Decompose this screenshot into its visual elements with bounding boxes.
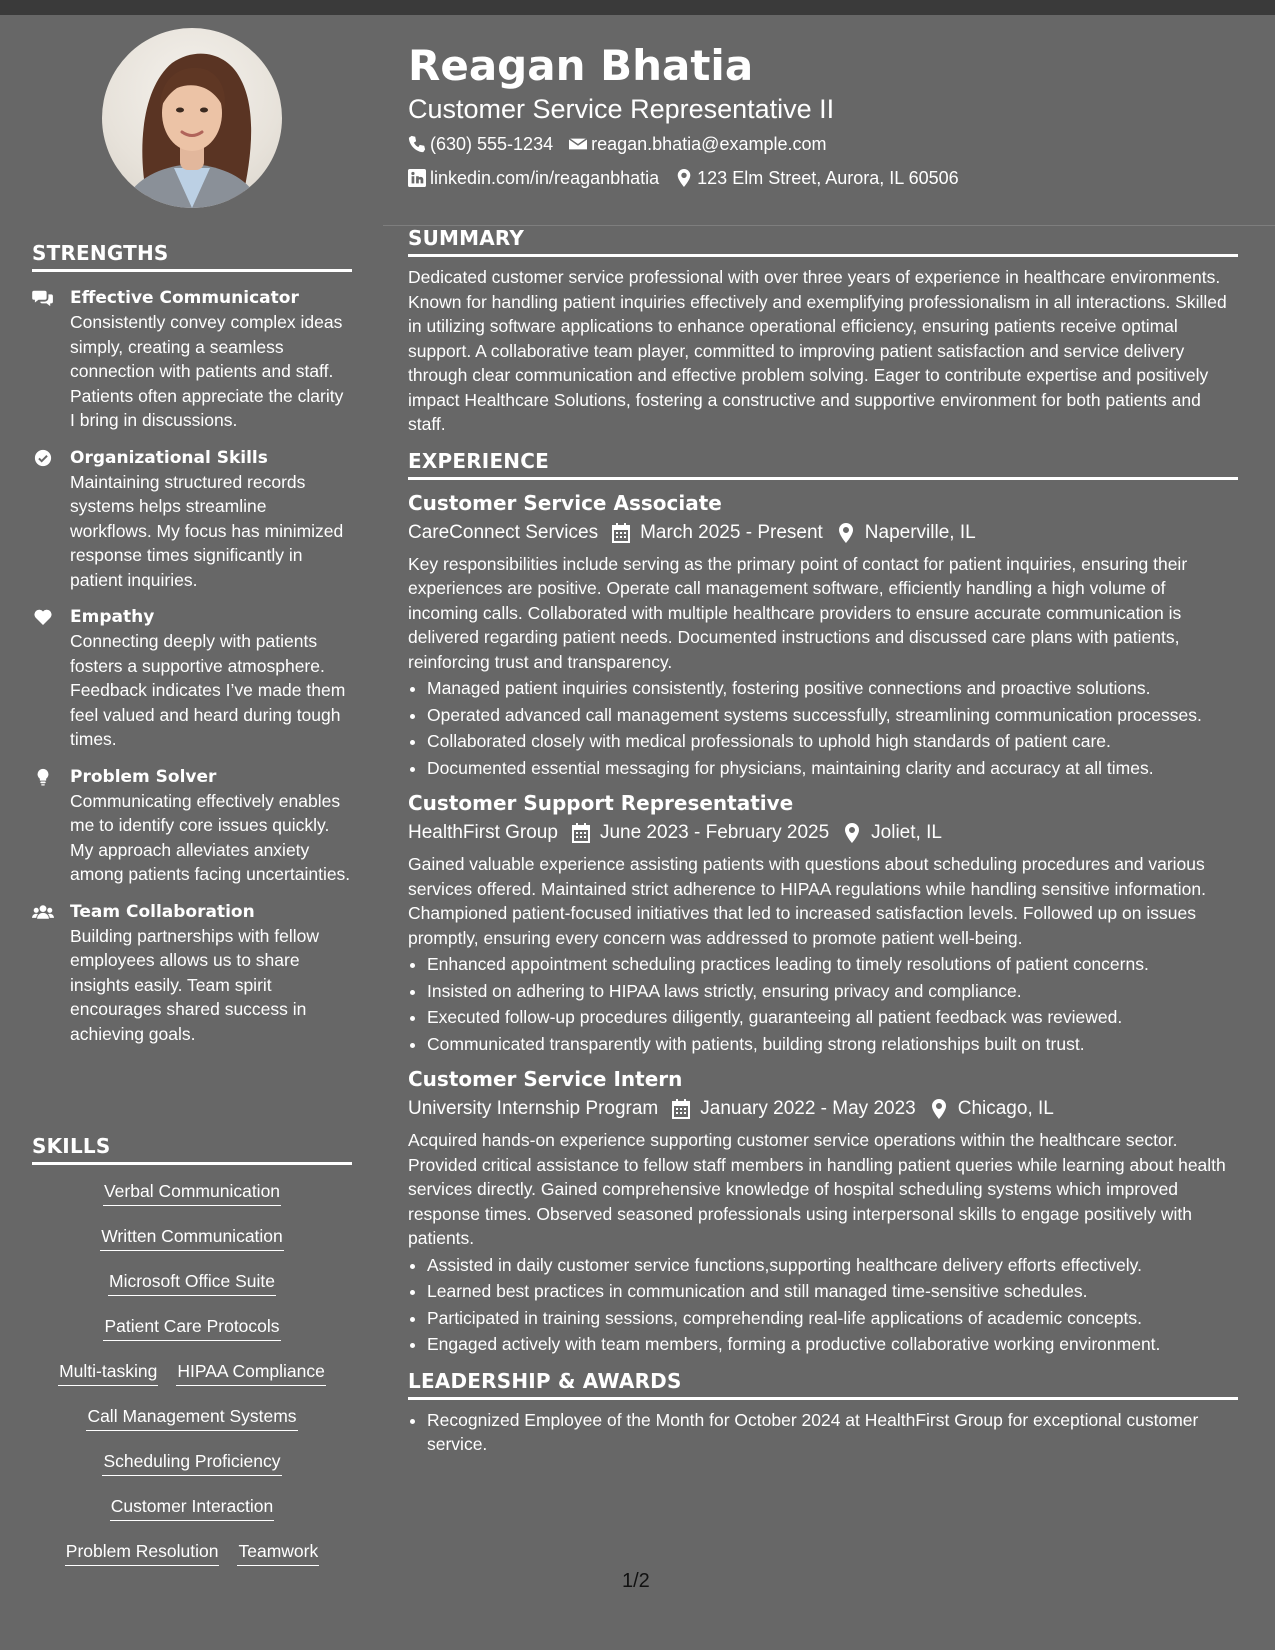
- company-name: CareConnect Services: [408, 521, 599, 543]
- phone-text[interactable]: (630) 555-1234: [430, 134, 554, 154]
- lightbulb-icon: [32, 765, 70, 887]
- list-item: • Executed follow-up procedures diligently, guaranteeing all patient feedback was reviewed.: [427, 1005, 1238, 1030]
- list-item: • Recognized Employee of the Month for October 2024 at HealthFirst Group for exceptional customer service.: [427, 1408, 1238, 1457]
- skill-tag: Teamwork: [237, 1539, 319, 1566]
- skills-list: [32, 1179, 352, 1584]
- skill-tag: Call Management Systems: [86, 1404, 297, 1431]
- email-link[interactable]: reagan.bhatia@example.com: [591, 134, 827, 154]
- contact-line: [408, 128, 1238, 160]
- skill-tag: HIPAA Compliance: [176, 1359, 326, 1386]
- main-column: [408, 226, 1238, 1459]
- list-item: • Insisted on adhering to HIPAA laws strictly, ensuring privacy and compliance.: [427, 979, 1238, 1004]
- envelope-icon: [569, 135, 587, 153]
- map-marker-icon: [843, 823, 861, 843]
- skills-heading: SKILLS: [32, 1134, 352, 1165]
- strength-title: Organizational Skills: [70, 447, 268, 468]
- summary-heading: SUMMARY: [408, 226, 1238, 257]
- strengths-section: [32, 241, 352, 1046]
- job-meta: [408, 816, 1238, 850]
- company-name: HealthFirst Group: [408, 822, 558, 843]
- strength-description: Connecting deeply with patients fosters a supportive atmosphere. Feedback indicates I’ve made them feel valued and heard during tough times.: [70, 631, 346, 749]
- summary-text: Dedicated customer service professional with over three years of experience in healthcare environments. Known for handling patient inquiries effectively and exemplifying professionalism in all interactions. Skilled in utilizing software applications to enhance operational efficiency, ensuring patients receive optimal support. A collaborative team player, committed to improving patient satisfaction and service delivery through clear communication and effective problem solving. Eager to contribute expertise and positively impact Healthcare Solutions, fostering a constructive and supportive environment for both patients and staff.: [408, 267, 1227, 434]
- job-title: Customer Support Representative: [408, 791, 794, 815]
- contact-line: [408, 162, 1238, 194]
- job-meta: [408, 516, 1238, 550]
- job-title: Customer Service Associate: [408, 490, 722, 515]
- map-marker-icon: [837, 523, 855, 543]
- experience-heading: EXPERIENCE: [408, 449, 1238, 480]
- strength-item: [32, 605, 352, 752]
- address-text: 123 Elm Street, Aurora, IL 60506: [697, 168, 959, 188]
- skill-tag: Verbal Communication: [103, 1179, 281, 1206]
- strength-title: Team Collaboration: [70, 901, 255, 922]
- profile-photo: [102, 28, 282, 208]
- calendar-icon: [572, 823, 590, 843]
- job-bullets: [408, 676, 1238, 780]
- strength-item: [32, 900, 352, 1047]
- job-location: Chicago, IL: [957, 1098, 1054, 1119]
- skills-section: [32, 1134, 352, 1584]
- strength-description: Building partnerships with fellow employees allows us to share insights easily. Team spirit encourages shared success in achieving goals.: [70, 925, 320, 1044]
- job-description: Gained valuable experience assisting patients with questions about scheduling procedures and various services offered. Maintained strict adherence to HIPAA regulations while handling sensitive information. Championed patient-focused initiatives that led to increased satisfaction levels. Followed up on issues promptly, ensuring every concern was addressed to promote patient well-being.: [408, 854, 1206, 948]
- list-item: • Collaborated closely with medical professionals to uphold high standards of patient care.: [427, 729, 1238, 754]
- skill-tag: Scheduling Proficiency: [102, 1449, 281, 1476]
- skill-tag: Customer Interaction: [110, 1494, 274, 1521]
- job-dates: March 2025 - Present: [640, 521, 823, 543]
- job-entry: [408, 490, 1238, 781]
- heart-icon: [32, 605, 70, 752]
- skill-tag: Microsoft Office Suite: [108, 1269, 276, 1296]
- job-location: Naperville, IL: [864, 521, 976, 543]
- map-marker-icon: [930, 1099, 948, 1119]
- job-dates: June 2023 - February 2025: [599, 822, 830, 843]
- strengths-heading: STRENGTHS: [32, 241, 352, 272]
- check-circle-icon: [32, 446, 70, 593]
- job-bullets: [408, 952, 1238, 1056]
- awards-list: [408, 1408, 1238, 1457]
- job-entry: [408, 790, 1238, 1056]
- strength-description: Communicating effectively enables me to identify core issues quickly. My approach alleviates anxiety among patients facing uncertainties.: [70, 790, 351, 884]
- candidate-name: Reagan Bhatia: [408, 41, 754, 90]
- skill-tag: Multi-tasking: [58, 1359, 158, 1386]
- strength-item: [32, 765, 352, 887]
- job-title: Customer Service Intern: [408, 1067, 683, 1091]
- phone-icon: [408, 135, 426, 153]
- list-item: • Managed patient inquiries consistently, fostering positive connections and proactive solutions.: [427, 676, 1238, 701]
- job-entry: [408, 1066, 1238, 1357]
- strength-description: Maintaining structured records systems helps streamline workflows. My focus has minimized response times significantly in patient inquiries.: [70, 471, 344, 590]
- job-dates: January 2022 - May 2023: [700, 1098, 916, 1119]
- list-item: • Documented essential messaging for physicians, maintaining clarity and accuracy at all times.: [427, 756, 1238, 781]
- linkedin-icon: [408, 169, 426, 187]
- strength-description: Consistently convey complex ideas simply, creating a seamless connection with patients and staff. Patients often appreciate the clarity I bring in discussions.: [70, 312, 344, 430]
- page-number: 1/2: [622, 1570, 650, 1592]
- list-item: • Engaged actively with team members, forming a productive collaborative working environment.: [427, 1332, 1238, 1357]
- awards-heading: LEADERSHIP & AWARDS: [408, 1369, 1238, 1400]
- skill-tag: Patient Care Protocols: [103, 1314, 280, 1341]
- job-location: Joliet, IL: [871, 822, 942, 843]
- experience-section: [408, 449, 1238, 1357]
- job-description: Key responsibilities include serving as the primary point of contact for patient inquiries, ensuring their experiences are positive. Operate call management software, efficiently handling a high volume of incoming calls. Collaborated with multiple healthcare providers to ensure accurate communication is delivered regarding patient needs. Documented instructions and discussed care plans with patients, reinforcing trust and transparency.: [408, 553, 1188, 672]
- calendar-icon: [672, 1099, 690, 1119]
- linkedin-link[interactable]: linkedin.com/in/reaganbhatia: [430, 168, 660, 188]
- list-item: • Enhanced appointment scheduling practices leading to timely resolutions of patient concerns.: [427, 952, 1238, 977]
- strength-item: [32, 446, 352, 593]
- resume-header: [408, 40, 1238, 194]
- candidate-role: Customer Service Representative II: [408, 94, 835, 124]
- job-meta: [408, 1092, 1238, 1126]
- calendar-icon: [612, 523, 630, 543]
- users-icon: [32, 900, 70, 1047]
- strength-title: Problem Solver: [70, 766, 217, 787]
- list-item: • Learned best practices in communication and still managed time-sensitive schedules.: [427, 1279, 1238, 1304]
- strength-title: Empathy: [70, 607, 155, 627]
- strength-item: [32, 286, 352, 433]
- job-description: Acquired hands-on experience supporting customer service operations within the healthcare sector. Provided critical assistance to fellow staff members in handling patient queries while learning about health services directly. Gained comprehensive knowledge of hospital scheduling systems which improved response times. Observed seasoned professionals using interpersonal skills to engage positively with patients.: [408, 1130, 1226, 1248]
- company-name: University Internship Program: [408, 1098, 659, 1119]
- comments-icon: [32, 286, 70, 433]
- awards-section: [408, 1369, 1238, 1457]
- job-bullets: [408, 1253, 1238, 1357]
- list-item: • Communicated transparently with patients, building strong relationships built on trust.: [427, 1032, 1238, 1057]
- list-item: • Participated in training sessions, comprehending real-life applications of academic concepts.: [427, 1306, 1238, 1331]
- skill-tag: Problem Resolution: [65, 1539, 220, 1566]
- skill-tag: Written Communication: [100, 1224, 284, 1251]
- top-bar: [0, 0, 1275, 15]
- summary-section: [408, 226, 1238, 437]
- list-item: • Operated advanced call management systems successfully, streamlining communication processes.: [427, 703, 1238, 728]
- strength-title: Effective Communicator: [70, 288, 299, 308]
- list-item: • Assisted in daily customer service functions,supporting healthcare delivery efforts effectively.: [427, 1253, 1238, 1278]
- map-marker-icon: [675, 169, 693, 187]
